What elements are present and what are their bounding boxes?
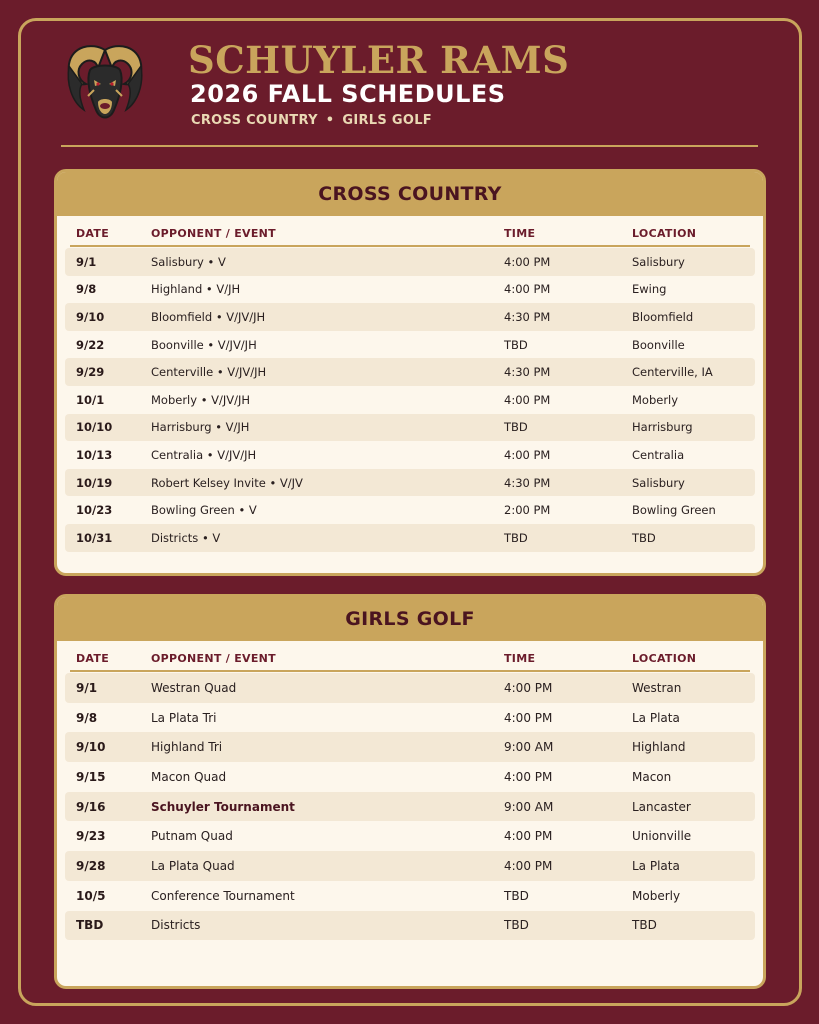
cell-opponent: Centerville • V/JV/JH (151, 365, 267, 380)
cell-time: 4:00 PM (504, 858, 553, 873)
cell-date: 10/5 (76, 888, 106, 903)
cell-date: 9/8 (76, 282, 97, 297)
cell-location: Unionville (632, 829, 692, 844)
cell-location: Harrisburg (632, 420, 693, 435)
column-header-time: TIME (504, 227, 536, 240)
cell-location: Macon (632, 769, 672, 784)
cell-location: La Plata (632, 858, 680, 873)
cell-opponent: Robert Kelsey Invite • V/JV (151, 475, 303, 490)
cell-location: Moberly (632, 392, 679, 407)
table-row (65, 524, 755, 552)
cell-opponent: Highland Tri (151, 740, 223, 755)
cell-date: 9/23 (76, 829, 106, 844)
table-body (65, 673, 755, 940)
table-row (65, 792, 755, 822)
table-row (65, 469, 755, 497)
separator-dot: • (325, 113, 335, 128)
cell-time: TBD (504, 918, 529, 933)
cell-location: Ewing (632, 282, 667, 297)
table-row (65, 303, 755, 331)
cell-location: Moberly (632, 888, 681, 903)
sports-list (191, 113, 432, 128)
table-row (65, 496, 755, 524)
cell-opponent: Westran Quad (151, 680, 237, 695)
cell-time: 4:30 PM (504, 309, 551, 324)
table-row (65, 821, 755, 851)
column-header-time: TIME (504, 652, 536, 665)
cell-opponent: Conference Tournament (151, 888, 295, 903)
ram-head-icon (64, 40, 146, 124)
page-title: SCHUYLER RAMS (188, 38, 570, 82)
table-body (65, 248, 755, 552)
table-row (65, 276, 755, 304)
cell-location: Salisbury (632, 475, 685, 490)
cell-date: 9/28 (76, 858, 106, 873)
cell-time: 4:00 PM (504, 829, 553, 844)
cell-time: TBD (504, 420, 528, 435)
header (60, 36, 760, 146)
cell-location: Salisbury (632, 254, 685, 269)
cell-time: 9:00 AM (504, 799, 554, 814)
cell-date: 9/8 (76, 710, 98, 725)
cell-location: Bowling Green (632, 503, 716, 518)
cell-opponent: Putnam Quad (151, 829, 233, 844)
cell-date: 10/13 (76, 447, 113, 462)
table-row (65, 441, 755, 469)
cell-opponent: Bloomfield • V/JV/JH (151, 309, 266, 324)
cell-opponent: Macon Quad (151, 769, 227, 784)
cell-date: 9/16 (76, 799, 106, 814)
cell-opponent: Salisbury • V (151, 254, 226, 269)
table-header (70, 641, 750, 672)
cell-opponent: Moberly • V/JV/JH (151, 392, 251, 407)
table-row (65, 732, 755, 762)
header-divider (61, 145, 758, 147)
cell-location: La Plata (632, 710, 680, 725)
cell-time: 4:00 PM (504, 769, 553, 784)
table-row (65, 851, 755, 881)
cell-location: Lancaster (632, 799, 691, 814)
cell-time: 4:00 PM (504, 680, 553, 695)
cell-opponent: Highland • V/JH (151, 282, 241, 297)
cell-location: Highland (632, 740, 686, 755)
column-header-opponent: OPPONENT / EVENT (151, 227, 276, 240)
column-header-location: LOCATION (632, 227, 697, 240)
cell-date: 9/1 (76, 680, 98, 695)
table-row (65, 386, 755, 414)
cell-time: 4:30 PM (504, 475, 551, 490)
cross-country-heading: CROSS COUNTRY (57, 172, 763, 216)
cell-location: Centerville, IA (632, 365, 713, 380)
table-row (65, 911, 755, 941)
cell-opponent: Districts • V (151, 530, 221, 545)
column-header-date: DATE (76, 227, 110, 240)
cell-date: 9/10 (76, 740, 106, 755)
page-subtitle: 2026 FALL SCHEDULES (190, 80, 506, 108)
sport-cross-country-label: CROSS COUNTRY (191, 113, 318, 128)
table-header (70, 216, 750, 247)
column-header-date: DATE (76, 652, 110, 665)
cross-country-schedule-card (54, 169, 766, 576)
cell-time: 4:00 PM (504, 282, 551, 297)
table-row (65, 414, 755, 442)
cell-date: TBD (76, 918, 104, 933)
girls-golf-heading: GIRLS GOLF (57, 597, 763, 641)
cell-time: 4:00 PM (504, 392, 551, 407)
cell-date: 10/1 (76, 392, 105, 407)
cell-date: 10/31 (76, 530, 113, 545)
cell-opponent: Harrisburg • V/JH (151, 420, 250, 435)
cell-location: Westran (632, 680, 682, 695)
girls-golf-schedule-card (54, 594, 766, 989)
cell-time: 9:00 AM (504, 740, 554, 755)
cell-date: 9/15 (76, 769, 106, 784)
column-header-opponent: OPPONENT / EVENT (151, 652, 276, 665)
cell-time: TBD (504, 530, 528, 545)
cell-date: 9/10 (76, 309, 105, 324)
cell-date: 10/10 (76, 420, 113, 435)
cell-location: TBD (632, 530, 656, 545)
table-row (65, 331, 755, 359)
cell-opponent: Centralia • V/JV/JH (151, 447, 257, 462)
cell-opponent-highlighted: Schuyler Tournament (151, 799, 295, 814)
column-header-location: LOCATION (632, 652, 697, 665)
table-row (65, 703, 755, 733)
cell-opponent: Districts (151, 918, 201, 933)
cell-date: 9/22 (76, 337, 105, 352)
sport-girls-golf-label: GIRLS GOLF (342, 113, 432, 128)
cell-date: 9/1 (76, 254, 97, 269)
table-row (65, 762, 755, 792)
cell-time: 4:00 PM (504, 710, 553, 725)
cell-time: 4:00 PM (504, 254, 551, 269)
cell-opponent: Boonville • V/JV/JH (151, 337, 257, 352)
cell-opponent: La Plata Quad (151, 858, 235, 873)
table-row (65, 248, 755, 276)
cell-date: 10/19 (76, 475, 113, 490)
table-row (65, 881, 755, 911)
table-row (65, 358, 755, 386)
cell-time: 2:00 PM (504, 503, 551, 518)
cell-location: Boonville (632, 337, 685, 352)
table-row (65, 673, 755, 703)
cell-time: TBD (504, 888, 529, 903)
cell-date: 10/23 (76, 503, 113, 518)
cell-time: TBD (504, 337, 528, 352)
cell-time: 4:30 PM (504, 365, 551, 380)
cell-location: Bloomfield (632, 309, 694, 324)
cell-location: Centralia (632, 447, 685, 462)
cell-opponent: Bowling Green • V (151, 503, 257, 518)
cell-opponent: La Plata Tri (151, 710, 217, 725)
cell-time: 4:00 PM (504, 447, 551, 462)
cell-date: 9/29 (76, 365, 105, 380)
cell-location: TBD (632, 918, 657, 933)
